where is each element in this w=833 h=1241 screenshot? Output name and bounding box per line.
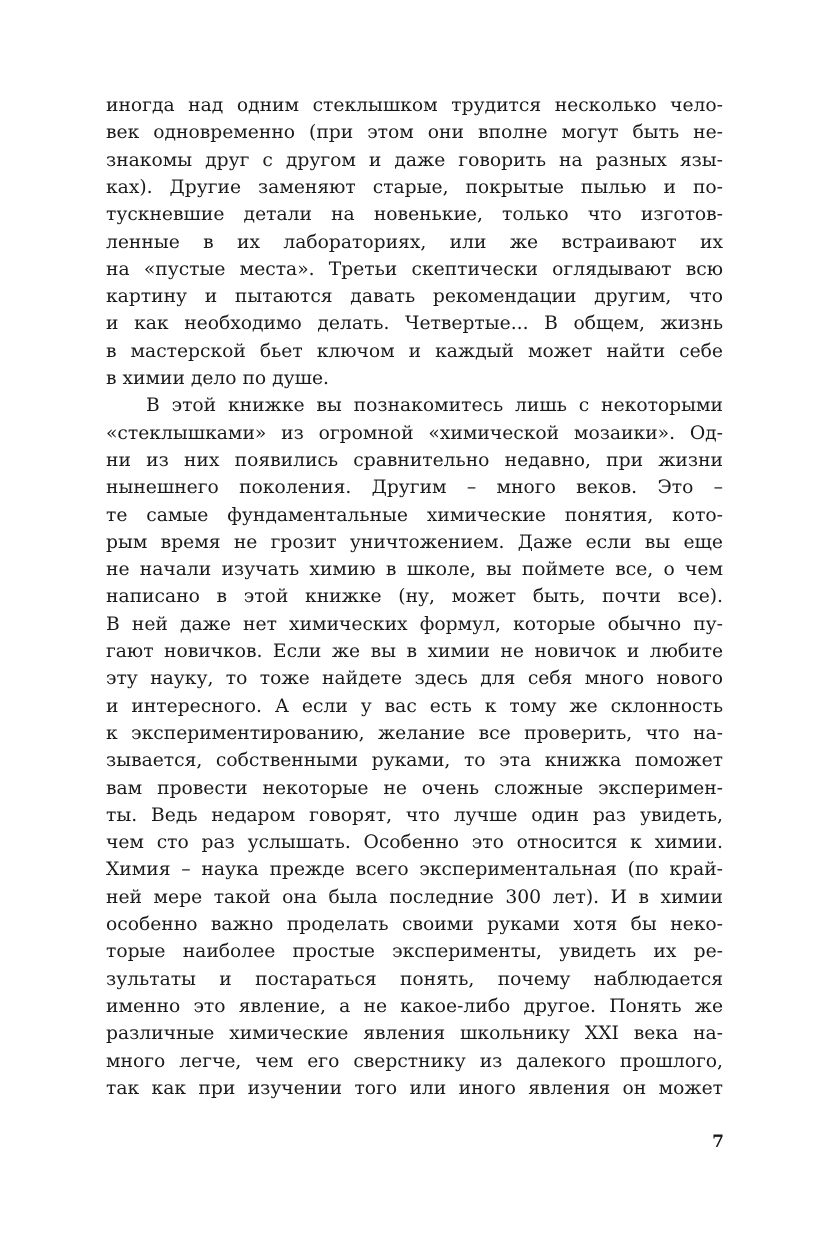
text-line: ты. Ведь недаром говорят, что лучше один раз увидеть, xyxy=(106,804,723,826)
text-line: зывается, собственными руками, то эта книжка поможет xyxy=(106,750,723,772)
paragraph-start-line: В этой книжке вы познакомитесь лишь с некоторыми xyxy=(146,395,723,417)
text-line: гают новичков. Если же вы в химии не новичок и любите xyxy=(106,641,723,662)
text-line: ни из них появились сравнительно недавно, при жизни xyxy=(106,449,723,471)
text-line: ней мере такой она была последние 300 лет). И в химии xyxy=(106,886,723,908)
text-line: торые наиболее простые эксперименты, увидеть их ре- xyxy=(106,941,723,963)
text-line: нынешнего поколения. Другим – много веков. Это – xyxy=(106,477,723,499)
text-line: особенно важно проделать своими руками хотя бы неко- xyxy=(106,914,723,935)
text-line: иногда над одним стеклышком трудится несколько чело- xyxy=(106,95,723,116)
text-line: знакомы друг с другом и даже говорить на разных язы- xyxy=(106,149,723,171)
text-line: эту науку, то тоже найдете здесь для себя много нового xyxy=(106,668,723,690)
page-number: 7 xyxy=(712,1132,724,1152)
text-line: написано в этой книжке (ну, может быть, почти все). xyxy=(106,586,723,608)
text-line: Химия – наука прежде всего экспериментальная (по край- xyxy=(106,859,723,881)
text-line: зультаты и постараться понять, почему наблюдается xyxy=(106,968,723,990)
text-line: и как необходимо делать. Четвертые... В общем, жизнь xyxy=(106,313,723,335)
text-line: те самые фундаментальные химические понятия, кото- xyxy=(106,504,723,526)
text-line: и интересного. А если у вас есть к тому же склонность xyxy=(106,695,723,717)
text-line: в химии дело по душе. xyxy=(106,368,329,389)
text-line: на «пустые места». Третьи скептически оглядывают всю xyxy=(106,258,723,280)
text-line: век одновременно (при этом они вполне могут быть не- xyxy=(106,122,723,144)
text-line: чем сто раз услышать. Особенно это относится к химии. xyxy=(106,832,723,854)
text-line: в мастерской бьет ключом и каждый может найти себе xyxy=(106,340,723,362)
text-line: рым время не грозит уничтожением. Даже если вы еще xyxy=(106,531,723,553)
text-line: В ней даже нет химических формул, которые обычно пу- xyxy=(106,613,723,635)
text-line: именно это явление, а не какое-либо другое. Понять же xyxy=(106,995,723,1017)
text-line: так как при изучении того или иного явления он может xyxy=(106,1077,723,1099)
text-line: к экспериментированию, желание все проверить, что на- xyxy=(106,722,723,744)
text-line: вам провести некоторые не очень сложные эксперимен- xyxy=(106,777,723,799)
text-line: много легче, чем его сверстнику из далекого прошлого, xyxy=(106,1050,723,1072)
text-line: «стеклышками» из огромной «химической мозаики». Од- xyxy=(106,422,723,444)
text-line: тускневшие детали на новенькие, только что изготов- xyxy=(106,204,723,226)
text-line: ленные в их лабораториях, или же встраивают их xyxy=(106,231,723,253)
text-line: картину и пытаются давать рекомендации другим, что xyxy=(106,286,723,308)
text-line: не начали изучать химию в школе, вы поймете все, о чем xyxy=(106,559,723,581)
text-line: ках). Другие заменяют старые, покрытые пылью и по- xyxy=(106,176,723,198)
text-line: различные химические явления школьнику XXI века на- xyxy=(106,1023,723,1045)
